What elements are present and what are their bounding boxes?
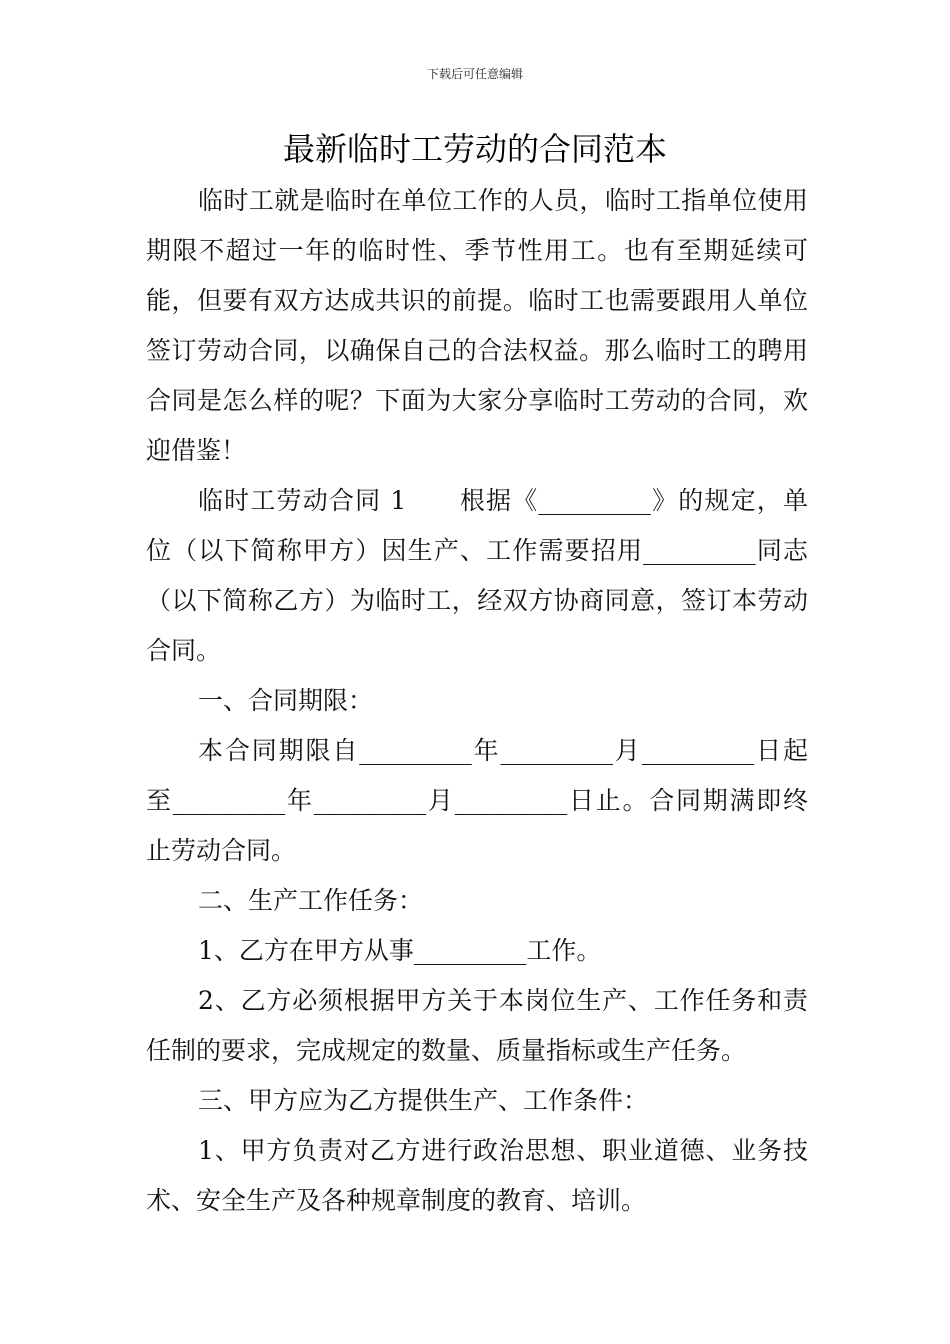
document-body — [146, 176, 808, 1226]
contract-preamble-paragraph: 临时工劳动合同 1 根据《_________》的规定，单位（以下简称甲方）因生产、工作需要招用_________同志（以下简称乙方）为临时工，经双方协商同意，签订本劳动合同。 — [146, 486, 808, 665]
intro-paragraph: 临时工就是临时在单位工作的人员，临时工指单位使用期限不超过一年的临时性、季节性用工。也有至期延续可能，但要有双方达成共识的前提。临时工也需要跟用人单位签订劳动合同，以确保自己的合法权益。那么临时工的聘用合同是怎么样的呢？下面为大家分享临时工劳动的合同，欢迎借鉴！ — [146, 186, 808, 465]
document-title: 最新临时工劳动的合同范本 — [282, 130, 667, 168]
section-heading-tasks: 二、生产工作任务： — [198, 886, 424, 915]
task-item-2: 2、乙方必须根据甲方关于本岗位生产、工作任务和责任制的要求，完成规定的数量、质量指标或生产任务。 — [146, 986, 808, 1065]
condition-item-1: 1、甲方负责对乙方进行政治思想、职业道德、业务技术、安全生产及各种规章制度的教育、培训。 — [146, 1136, 808, 1215]
section-heading-conditions: 三、甲方应为乙方提供生产、工作条件： — [198, 1086, 649, 1115]
header-note: 下载后可任意编辑 — [426, 67, 523, 81]
contract-term-paragraph: 本合同期限自_________年_________月_________日起至_________年_________月_________日止。合同期满即终止劳动合同。 — [146, 736, 808, 865]
task-item-1: 1、乙方在甲方从事_________工作。 — [198, 936, 602, 965]
section-heading-term: 一、合同期限： — [198, 686, 374, 715]
